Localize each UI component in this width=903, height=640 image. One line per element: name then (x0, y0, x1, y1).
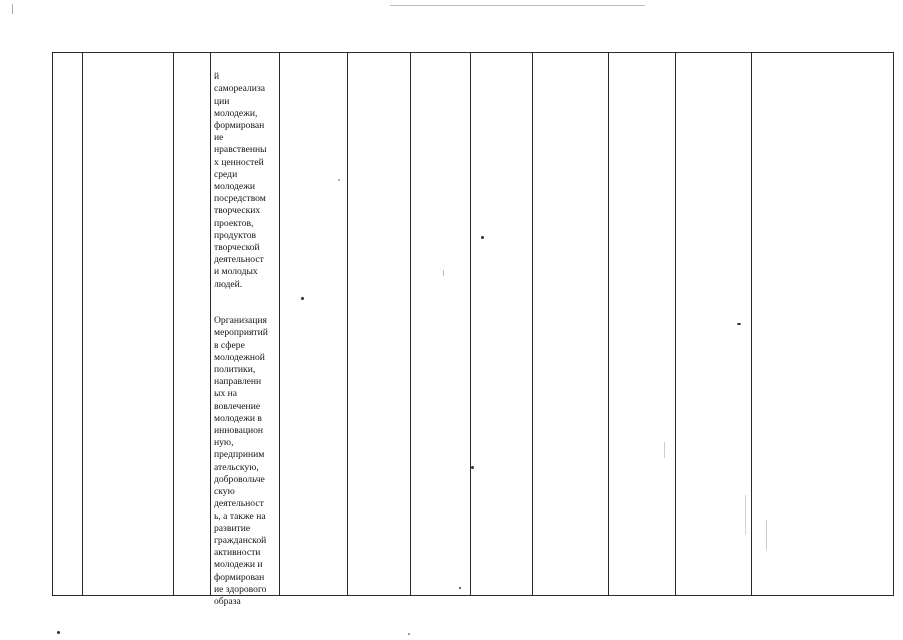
column-divider (893, 52, 894, 596)
table (52, 52, 894, 596)
table-cell-text (214, 59, 278, 620)
scan-speck (459, 587, 461, 589)
scan-speck (766, 520, 767, 550)
column-divider (608, 52, 609, 596)
column-divider (210, 52, 211, 596)
column-divider (347, 52, 348, 596)
scan-speck (481, 236, 484, 239)
column-divider (470, 52, 471, 596)
scan-speck (408, 633, 410, 635)
scan-speck (443, 270, 444, 276)
cell-paragraph: й самореализа ции молодежи, формирован ие нравственны х ценностей среди молодежи посредством творческих проектов, продуктов творческой деятельност и молодых людей. (214, 71, 267, 290)
table-top-border (52, 52, 894, 53)
scan-speck (301, 297, 304, 300)
column-divider (82, 52, 83, 596)
column-divider (532, 52, 533, 596)
scan-speck (338, 179, 340, 181)
scan-speck (664, 442, 665, 458)
column-divider (279, 52, 280, 596)
scan-artifact (12, 4, 14, 14)
column-divider (675, 52, 676, 596)
scan-speck (57, 631, 60, 634)
column-divider (751, 52, 752, 596)
scan-speck (745, 495, 746, 535)
scan-artifact (390, 5, 645, 6)
column-divider (173, 52, 174, 596)
cell-paragraph: Организация мероприятий в сфере молодежной политики, направленн ых на вовлечение молодежи в инновацион ную, предприним ательскую, добровольче скую деятельност ь, а также на развитие гражданской активности молодежи и формирован ие здорового образа (214, 315, 268, 607)
scan-speck (737, 323, 741, 325)
table-bottom-border (52, 595, 894, 596)
column-divider (410, 52, 411, 596)
scan-speck (471, 466, 474, 469)
column-divider (52, 52, 53, 596)
